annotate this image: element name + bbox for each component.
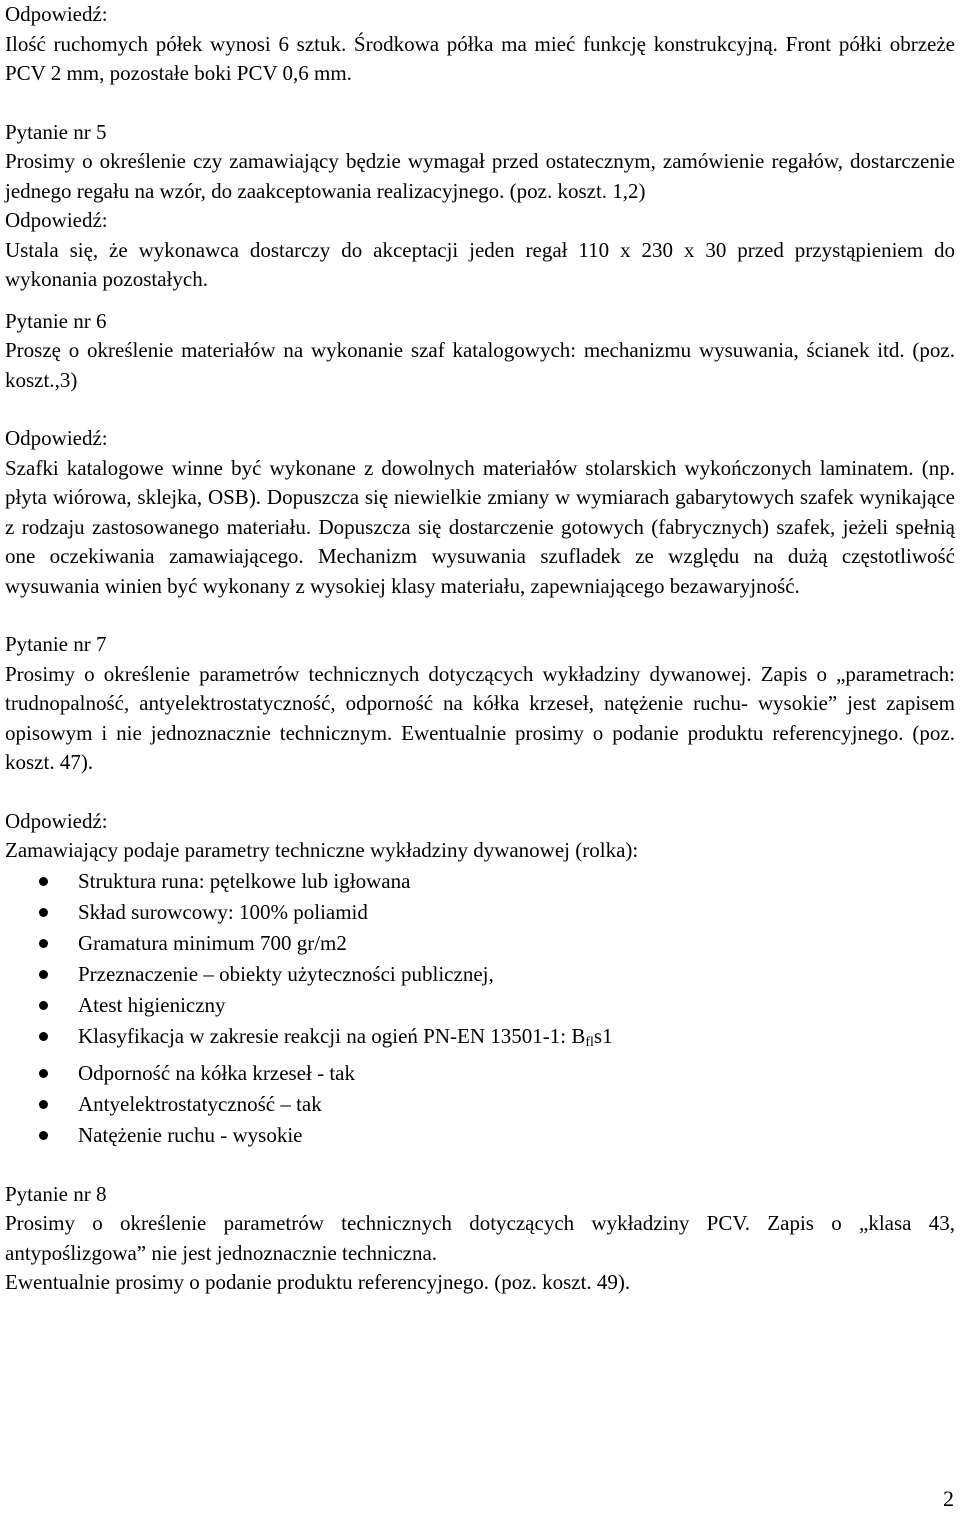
bullet-icon: [39, 1069, 48, 1078]
question-6-text: Proszę o określenie materiałów na wykonanie szaf katalogowych: mechanizmu wysuwania, ścianek itd. (poz. koszt.,3): [5, 338, 955, 392]
answer-6-label: Odpowiedź:: [5, 426, 108, 450]
answer-5-label: Odpowiedź:: [5, 208, 108, 232]
list-item: Gramatura minimum 700 gr/m2: [5, 928, 955, 959]
answer-6-text: Szafki katalogowe winne być wykonane z dowolnych materiałów stolarskich wykończonych laminatem. (np. płyta wiórowa, sklejka, OSB). Dopuszcza się niewielkie zmiany w wymiarach gabarytowych szafek wynikające z rodzaju zastosowanego materiału. Dopuszcza się dostarczenie gotowych (fabrycznych) szafek, jeżeli spełnią one oczekiwania zamawiającego. Mechanizm wysuwania szufladek ze względu na dużą częstotliwość wysuwania winien być wykonany z wysokiej klasy materiału, zapewniającego bezawaryjność.: [5, 455, 955, 598]
list-item: Struktura runa: pętelkowe lub igłowana: [5, 866, 955, 897]
list-item: Odporność na kółka krzeseł - tak: [5, 1058, 955, 1089]
answer-label: Odpowiedź:: [5, 2, 108, 26]
spacer: [5, 601, 955, 630]
list-item: Klasyfikacja w zakresie reakcji na ogień PN-EN 13501-1: $B_{fl}s1$: [5, 1021, 955, 1058]
spacer: [5, 89, 955, 118]
document-page: [5, 0, 955, 1298]
page-number: 2: [943, 1486, 954, 1511]
bullet-icon: [39, 877, 48, 886]
parameter-list: [5, 866, 955, 1151]
bullet-icon: [39, 1131, 48, 1140]
spacer: [5, 395, 955, 424]
question-5-title: Pytanie nr 5: [5, 119, 107, 144]
bullet-icon: [39, 970, 48, 979]
bullet-icon: [39, 1001, 48, 1010]
answer-7-intro: Zamawiający podaje parametry techniczne wykładziny dywanowej (rolka):: [5, 838, 639, 862]
spacer: [5, 295, 955, 307]
list-item: Antyelektrostatyczność – tak: [5, 1089, 955, 1120]
spacer: [5, 778, 955, 807]
list-item: Atest higieniczny: [5, 990, 955, 1021]
question-5-text: Prosimy o określenie czy zamawiający będzie wymagał przed ostatecznym, zamówienie regałów, dostarczenie jednego regału na wzór, do zaakceptowania realizacyjnego. (poz. koszt. 1,2): [5, 149, 955, 203]
bullet-icon: [39, 1032, 48, 1041]
question-8-text: Prosimy o określenie parametrów technicznych dotyczących wykładziny PCV. Zapis o „klasa 43, antypoślizgowa” nie jest jednoznacznie techniczna.: [5, 1211, 955, 1265]
list-item: Skład surowcowy: 100% poliamid: [5, 897, 955, 928]
bullet-icon: [39, 1100, 48, 1109]
list-item: Przeznaczenie – obiekty użyteczności publicznej,: [5, 959, 955, 990]
question-6-title: Pytanie nr 6: [5, 308, 107, 333]
question-8-text-cont: Ewentualnie prosimy o podanie produktu referencyjnego. (poz. koszt. 49).: [5, 1270, 631, 1294]
list-item: Natężenie ruchu - wysokie: [5, 1120, 955, 1151]
subscript: fl: [585, 1034, 594, 1050]
bullet-icon: [39, 939, 48, 948]
bullet-icon: [39, 908, 48, 917]
question-8-title: Pytanie nr 8: [5, 1181, 107, 1206]
answer-5-text: Ustala się, że wykonawca dostarczy do akceptacji jeden regał 110 x 230 x 30 przed przystąpieniem do wykonania pozostałych.: [5, 237, 955, 291]
question-7-text: Prosimy o określenie parametrów technicznych dotyczących wykładziny dywanowej. Zapis o „parametrach: trudnopalność, antyelektrostatyczność, odporność na kółka krzeseł, natężenie ruchu- wysokie” jest zapisem opisowym i nie jednoznacznie technicznym. Ewentualnie prosimy o podanie produktu referencyjnego. (poz. koszt. 47).: [5, 661, 955, 774]
spacer: [5, 1151, 955, 1180]
answer-7-label: Odpowiedź:: [5, 808, 108, 833]
answer-text: Ilość ruchomych półek wynosi 6 sztuk. Środkowa półka ma mieć funkcję konstrukcyjną. Front półki obrzeże PCV 2 mm, pozostałe boki PCV 0,6 mm.: [5, 31, 955, 85]
question-7-title: Pytanie nr 7: [5, 632, 107, 656]
